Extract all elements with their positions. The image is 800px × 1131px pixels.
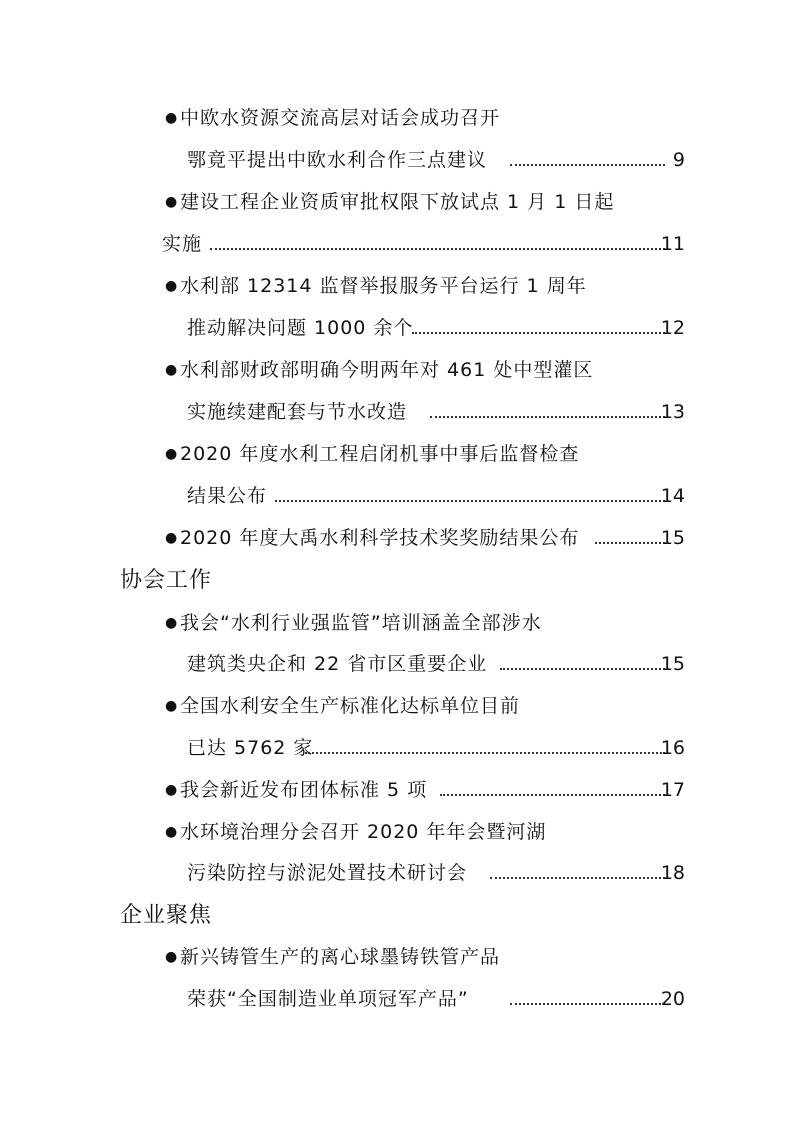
page-number: 18 (660, 862, 685, 884)
entry-title-line1: 水环境治理分会召开 2020 年年会暨河湖 (180, 821, 547, 843)
page-number: 13 (660, 401, 685, 423)
entry-title-line1: 2020 年度水利工程启闭机事中事后监督检查 (180, 443, 580, 465)
toc-entry[interactable] (0, 773, 800, 807)
toc-entry[interactable] (0, 689, 800, 723)
dot-leader (510, 164, 665, 166)
bullet-icon: ● (165, 949, 178, 965)
toc-entry-continuation[interactable] (0, 982, 800, 1016)
toc-entry-continuation[interactable] (0, 227, 800, 261)
dot-leader (440, 794, 665, 796)
bullet-icon: ● (165, 446, 178, 462)
bullet-icon: ● (165, 615, 178, 631)
toc-entry[interactable] (0, 606, 800, 640)
toc-entry-continuation[interactable] (0, 311, 800, 345)
entry-title-line1: 全国水利安全生产标准化达标单位目前 (180, 695, 521, 717)
dot-leader (500, 668, 665, 670)
dot-leader (595, 542, 665, 544)
toc-entry-continuation[interactable] (0, 395, 800, 429)
dot-leader (305, 752, 665, 754)
bullet-icon: ● (165, 782, 178, 798)
entry-title-line2: 结果公布 (187, 485, 268, 507)
page-number: 15 (660, 653, 685, 675)
entry-title-line1: 新兴铸管生产的离心球墨铸铁管产品 (180, 946, 501, 968)
bullet-icon: ● (165, 362, 178, 378)
bullet-icon: ● (165, 698, 178, 714)
page-number: 11 (660, 233, 685, 255)
toc-entry-continuation[interactable] (0, 647, 800, 681)
entry-title-line1: 2020 年度大禹水利科学技术奖奖励结果公布 (180, 527, 580, 549)
toc-entry[interactable] (0, 353, 800, 387)
entry-title-line2: 荣获“全国制造业单项冠军产品” (187, 988, 469, 1010)
entry-title-line2: 实施续建配套与节水改造 (187, 401, 408, 423)
page-number: 16 (660, 737, 685, 759)
toc-entry[interactable] (0, 185, 800, 219)
toc-entry-continuation[interactable] (0, 143, 800, 177)
entry-title-line1: 水利部财政部明确今明两年对 461 处中型灌区 (180, 359, 594, 381)
dot-leader (210, 248, 665, 250)
entry-title-line2: 污染防控与淤泥处置技术研讨会 (187, 862, 468, 884)
section-heading: 协会工作 (120, 568, 213, 593)
page-number: 20 (660, 988, 685, 1010)
dot-leader (275, 500, 665, 502)
entry-title-line2: 鄂竟平提出中欧水利合作三点建议 (187, 149, 488, 171)
entry-title-line2: 推动解决问题 1000 余个 (187, 317, 414, 339)
bullet-icon: ● (165, 824, 178, 840)
entry-title-line1: 我会新近发布团体标准 5 项 (180, 779, 428, 801)
toc-entry[interactable] (0, 815, 800, 849)
bullet-icon: ● (165, 194, 178, 210)
entry-title-line1: 中欧水资源交流高层对话会成功召开 (180, 107, 501, 129)
page-number: 9 (672, 149, 685, 171)
entry-title-line2: 建筑类央企和 22 省市区重要企业 (187, 653, 488, 675)
section-heading: 企业聚焦 (120, 903, 213, 928)
entry-title-line2: 已达 5762 家 (187, 737, 314, 759)
page-number: 14 (660, 485, 685, 507)
toc-entry-continuation[interactable] (0, 731, 800, 765)
toc-entry[interactable] (0, 101, 800, 135)
dot-leader (412, 332, 665, 334)
dot-leader (510, 1003, 665, 1005)
page-number: 17 (660, 779, 685, 801)
toc-entry[interactable] (0, 437, 800, 471)
toc-entry-continuation[interactable] (0, 479, 800, 513)
dot-leader (430, 416, 665, 418)
dot-leader (490, 877, 665, 879)
toc-entry[interactable] (0, 269, 800, 303)
bullet-icon: ● (165, 278, 178, 294)
page-number: 15 (660, 527, 685, 549)
entry-title-line1: 水利部 12314 监督举报服务平台运行 1 周年 (180, 275, 587, 297)
bullet-icon: ● (165, 530, 178, 546)
entry-title-line2: 实施 (162, 233, 203, 255)
toc-entry[interactable] (0, 940, 800, 974)
bullet-icon: ● (165, 110, 178, 126)
entry-title-line1: 建设工程企业资质审批权限下放试点 1 月 1 日起 (180, 191, 615, 213)
entry-title-line1: 我会“水利行业强监管”培训涵盖全部涉水 (180, 612, 542, 634)
toc-entry[interactable] (0, 521, 800, 555)
toc-entry-continuation[interactable] (0, 856, 800, 890)
page-number: 12 (660, 317, 685, 339)
